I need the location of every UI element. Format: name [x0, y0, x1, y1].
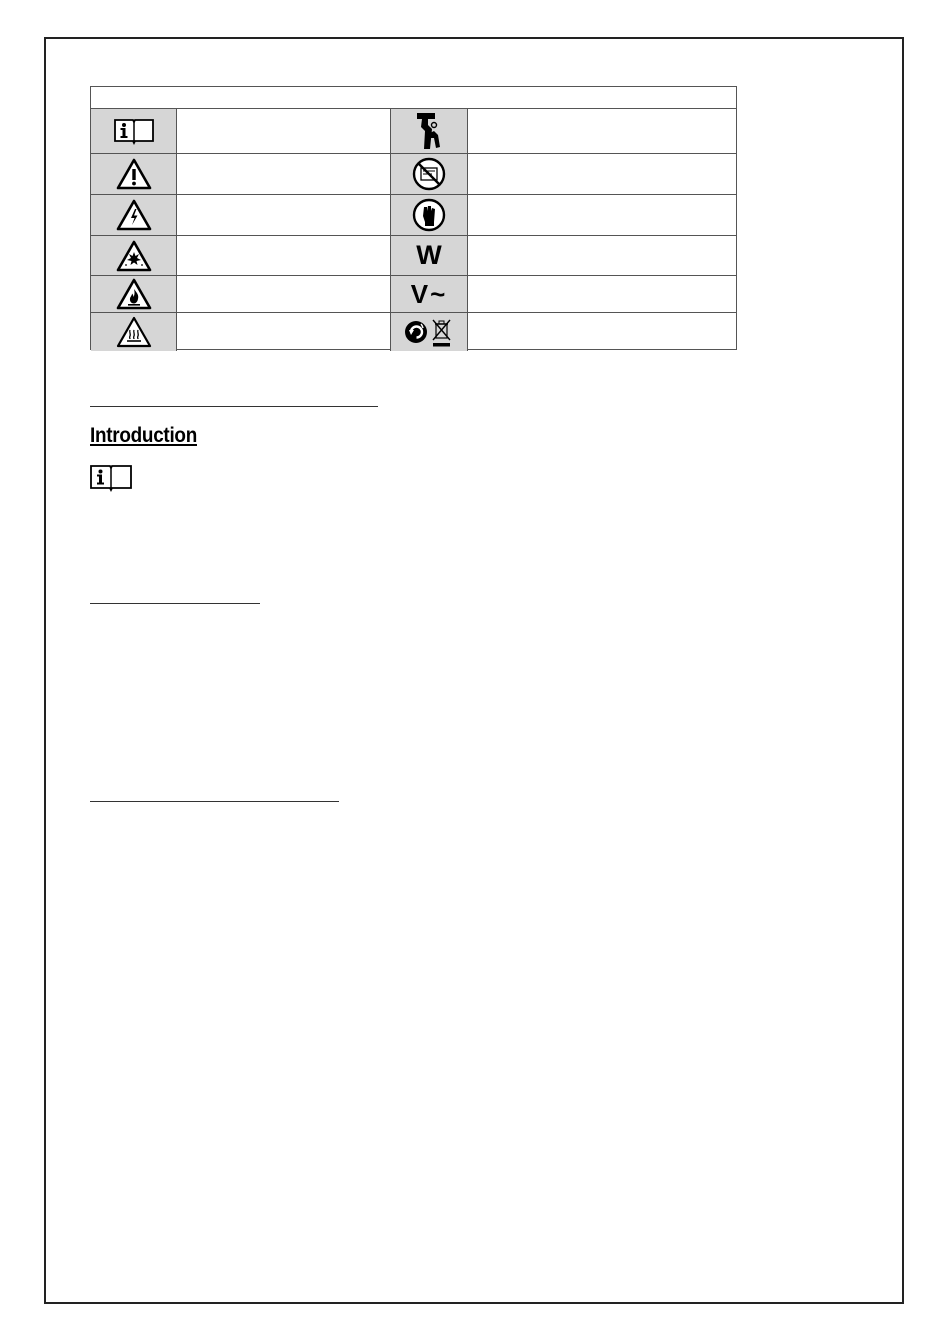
symbols-table-header: [91, 87, 736, 109]
warning-icon: [91, 154, 177, 194]
recycle-weee-icon: [391, 313, 468, 351]
watts-glyph: W: [416, 240, 442, 270]
symbol-description: [468, 236, 736, 275]
read-manual-icon: [90, 464, 132, 492]
symbols-table: [90, 86, 737, 350]
electric-shock-icon: [91, 195, 177, 235]
symbol-description: [177, 313, 391, 351]
symbol-description: [468, 313, 736, 351]
section-rule: [90, 406, 378, 407]
symbol-description: [468, 109, 736, 153]
symbol-description: [177, 109, 391, 153]
volts-glyph: V~: [410, 279, 448, 309]
introduction-heading: Introduction: [90, 424, 197, 447]
symbol-description: [468, 154, 736, 194]
table-row: [91, 109, 736, 154]
hand-entanglement-icon: [391, 109, 468, 153]
hot-surface-icon: [91, 313, 177, 351]
symbol-description: [177, 276, 391, 312]
symbol-description: [177, 195, 391, 235]
table-row: [91, 276, 736, 313]
section-rule: [90, 801, 339, 802]
read-manual-icon: [91, 109, 177, 153]
symbol-description: [468, 276, 736, 312]
section-rule: [90, 603, 260, 604]
watts-icon: [391, 236, 468, 275]
wear-gloves-icon: [391, 195, 468, 235]
volts-ac-icon: [391, 276, 468, 312]
explosion-hazard-icon: [91, 236, 177, 275]
table-row: [91, 313, 736, 351]
symbol-description: [468, 195, 736, 235]
table-row: [91, 154, 736, 195]
no-bin-disposal-icon: [391, 154, 468, 194]
symbol-description: [177, 236, 391, 275]
table-row: [91, 195, 736, 236]
fire-hazard-icon: [91, 276, 177, 312]
table-row: [91, 236, 736, 276]
symbol-description: [177, 154, 391, 194]
